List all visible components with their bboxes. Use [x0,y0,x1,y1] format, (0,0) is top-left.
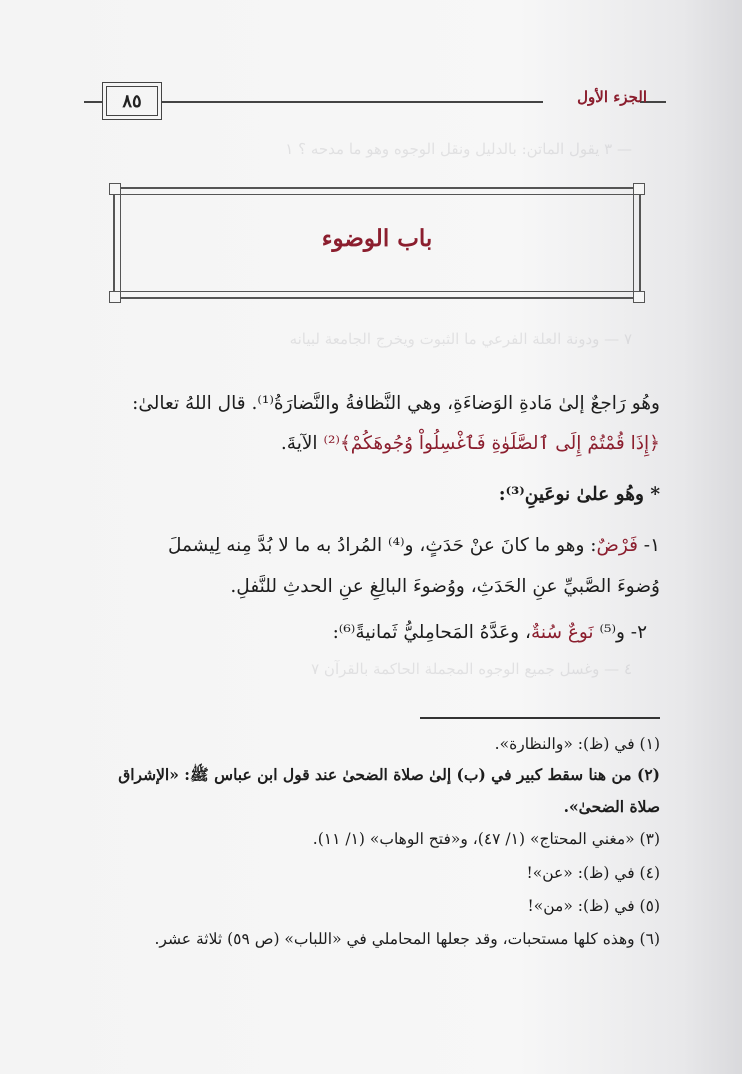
term-fard: فَرْضٌ [596,535,638,556]
body-line [333,622,647,643]
frame-corner-ornament [633,183,645,195]
item-text: ، وعَدَّهُ المَحامِليُّ ثَمانيةً⁽⁶⁾: [332,622,531,643]
show-through-text: ٤ — وغسل جميع الوجوه المجملة الحاكمة بالقرآن ٧ [311,660,632,678]
frame-corner-ornament [633,291,645,303]
page-number-frame [102,82,162,120]
header-rule [162,101,543,103]
footnote: (٢) من هنا سقط كبير في (ب) إلىٰ صلاة الضحىٰ عند قول ابن عباس ﷺ: «الإشراق [118,765,660,784]
frame-corner-ornament [109,291,121,303]
verse-suffix: الآيةَ. [280,433,324,454]
show-through-text: ٧ — ودونة العلة الفرعي ما الثبوت ويخرج الجامعة لبيانه [289,330,632,348]
item-number: ١- [637,535,660,556]
footnote: (١) في (ظ): «والنظارة». [494,735,660,753]
footnote: (٦) وهذه كلها مستحبات، وقد جعلها المحاملي في «اللباب» (ص ٥٩) ثلاثة عشر. [154,930,660,948]
footnote-rule [420,717,660,719]
body-line: وُضوءَ الصَّبيِّ عنِ الحَدَثِ، ووُضوءَ البالِغِ عنِ الحدثِ للنَّفلِ. [230,576,660,597]
header-rule-left [84,101,102,103]
item-text: : وهو ما كانَ عنْ حَدَثٍ، و⁽⁴⁾ المُرادُ به ما لا بُدَّ مِنه لِيشملَ [167,535,597,556]
page-number: ٨٥ [106,86,158,116]
body-line [281,433,660,454]
volume-title: الجزء الأول [577,88,647,106]
chapter-title: باب الوضوء [321,225,433,252]
show-through-text: — ٣ يقول الماتن: بالدليل ونقل الوجوه وهو ما مدحه ؟ ١ [285,140,632,158]
footnote: صلاة الضحىٰ». [563,797,660,816]
body-line [168,535,660,556]
footnote: (٤) في (ظ): «عن»! [526,864,660,882]
footnote: (٣) «مغني المحتاج» (١/ ٤٧)، و«فتح الوهاب» (١/ ١١). [312,830,660,848]
frame-corner-ornament [109,183,121,195]
chapter-title-frame [113,187,641,299]
body-line: وهُو رَاجعٌ إلىٰ مَادةِ الوَضاءَةِ، وهي النَّظافةُ والنَّضارَةُ⁽¹⁾. قال اللهُ تعالىٰ: [132,393,660,414]
term-sunna: نَوعٌ سُنةٌ [530,622,594,643]
footnote: (٥) في (ظ): «من»! [527,897,660,915]
item-number: ٢- و⁽⁵⁾ [593,622,647,643]
section-heading: * وهُو علىٰ نوعَينِ⁽³⁾: [498,484,660,505]
quran-verse: ﴿إِذَا قُمْتُمْ إِلَى ٱلصَّلَوٰةِ فَٱغْسِلُواْ وُجُوهَكُمْ﴾⁽²⁾ [323,433,660,454]
